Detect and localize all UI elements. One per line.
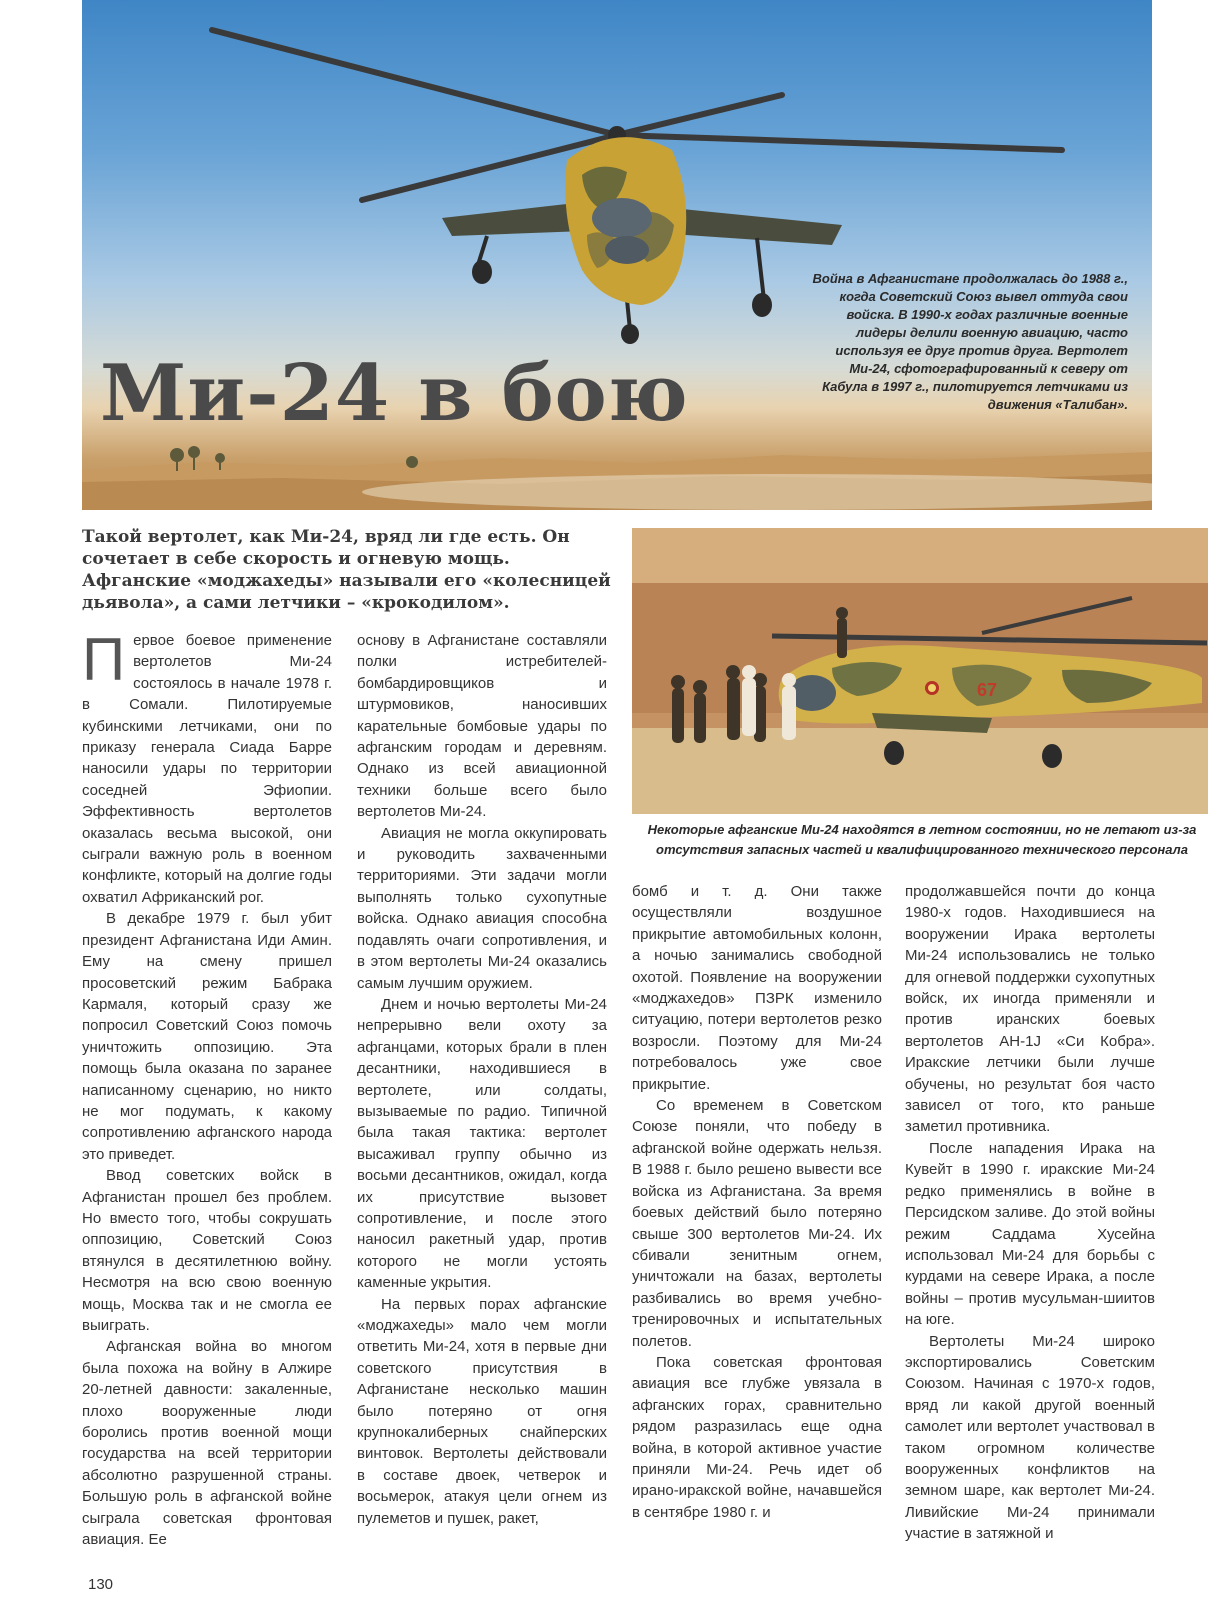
helicopter-scene-illustration — [632, 528, 1208, 814]
article-column-2 — [357, 630, 607, 1529]
paragraph: После нападения Ирака на Кувейт в 1990 г. иракские Ми-24 редко применялись в войне в Персидском заливе. До этой войны режим Саддама Хусейна использовал Ми-24 для борьбы с курдами на севере Ирака, а после войны – против мусульман-шиитов на юге. — [905, 1139, 1155, 1329]
page-number: 130 — [88, 1576, 114, 1593]
hero-photo — [82, 0, 1152, 510]
paragraph: Пока советская фронтовая авиация все глубже увязала в афганских горах, сравнительно рядом разразилась еще одна война, в которой активное участие приняли Ми-24. Речь идет об ирано-иракской войне, начавшейся в сентябре 1980 г. и — [632, 1353, 882, 1521]
paragraph: Авиация не могла оккупировать и руководить захваченными территориями. Эти задачи могли выполнять только сухопутные войска. Однако авиация способна подавлять очаги сопротивления, и в этом вертолеты Ми-24 оказались самым лучшим оружием. — [357, 824, 607, 992]
grounded-helicopter-photo — [632, 528, 1208, 814]
paragraph: Днем и ночью вертолеты Ми-24 непрерывно вели охоту за афганцами, которых брали в плен десантники, находившиеся в вертолете, или солдаты, вызываемые по радио. Типичной была такая тактика: вертолет высаживал группу обычно из восьми десантников, ожидал, когда их присутствие вызовет сопротивление, и после этого наносил ракетный удар, против которого не могли устоять каменные укрытия. — [357, 995, 607, 1292]
paragraph: Афганская война во многом была похожа на войну в Алжире 20-летней давности: закаленные, плохо вооруженные люди боролись против военной мощи государства на всей территории абсолютно разрушенной страны. Большую роль в афганской войне сыграла советская фронтовая авиация. Ее — [82, 1338, 332, 1549]
article-column-4 — [905, 881, 1155, 1545]
article-column-3 — [632, 881, 882, 1523]
paragraph: На первых порах афганские «моджахеды» мало чем могли ответить Ми-24, хотя в первые дни советского присутствия в Афганистане несколько машин было потеряно от огня крупнокалиберных снайперских винтовок. Вертолеты действовали в составе двоек, четверок и восьмерок, атакуя цели огнем из пулеметов и пушек, ракет, — [357, 1295, 607, 1527]
paragraph: В декабре 1979 г. был убит президент Афганистана Иди Амин. Ему на смену пришел просоветский режим Бабрака Кармаля, который сразу же попросил Советский Союз помочь уничтожить оппозицию. Эта помощь была оказана по заранее написанному сценарию, но никто не мог подумать, к какому сопротивлению афганского народа это приведет. — [82, 910, 332, 1163]
paragraph: бомб и т. д. Они также осуществляли воздушное прикрытие автомобильных колонн, а ночью занимались свободной охотой. Появление на вооружении «моджахедов» ПЗРК изменило ситуацию, потери вертолетов резко возросли. Поэтому для Ми-24 потребовалось уже свое прикрытие. — [632, 883, 882, 1093]
hero-caption: Война в Афганистане продолжалась до 1988 г., когда Советский Союз вывел оттуда свои войска. В 1990-х годах различные военные лидеры делили военную авиацию, часто используя ее друг против друга. Вертолет Ми-24, сфотографированный к северу от Кабула в 1997 г., пилотируется летчиками из движения «Талибан». — [812, 271, 1128, 412]
paragraph: Ввод советских войск в Афганистан прошел без проблем. Но вместо того, чтобы сокрушать оппозицию, Советский Союз втянулся в десятилетнюю войну. Несмотря на всю свою военную мощь, Москва так и не смогла ее выиграть. — [82, 1167, 332, 1334]
paragraph: Первое боевое применение вертолетов Ми-24 состоялось в начале 1978 г. в Сомали. Пилотируемые кубинскими летчиками, они по приказу генерала Сиада Барре наносили удары по территории соседней Эфиопии. Эффективность вертолетов оказалась весьма высокой, они сыграли важную роль в военном конфликте, который на долгие годы охватил Африканский рог. — [82, 626, 332, 906]
paragraph: Со временем в Советском Союзе поняли, что победу в афганской войне одержать нельзя. В 1988 г. было решено вывести все войска из Афганистана. За время боевых действий было потеряно свыше 300 вертолетов Ми-24. Их сбивали зенитным огнем, уничтожали на базах, вертолеты разбивались во время учебно-тренировочных и испытательных полетов. — [632, 1097, 882, 1350]
paragraph: продолжавшейся почти до конца 1980-х годов. Находившиеся на вооружении Ирака вертолеты Ми-24 использовались не только для огневой поддержки сухопутных войск, их иногда применяли и против иранских боевых вертолетов АН-1J «Си Кобра». Иракские летчики были лучше обучены, но результат боя часто зависел от того, кто раньше заметил противника. — [905, 883, 1155, 1136]
tail-number: 67 — [977, 680, 998, 700]
paragraph: Вертолеты Ми-24 широко экспортировались Советским Союзом. Начиная с 1970-х годов, вряд ли какой другой военный самолет или вертолет участвовал в таком огромном количестве вооруженных конфликтов на земном шаре, как вертолет Ми-24. Ливийские Ми-24 принимали участие в затяжной и — [905, 1332, 1155, 1543]
drop-cap: П — [82, 626, 126, 693]
article-column-1 — [82, 626, 332, 1550]
lead-paragraph: Такой вертолет, как Ми-24, вряд ли где есть. Он сочетает в себе скорость и огневую мощь. Афганские «моджахеды» называли его «колесницей дьявола», а сами летчики – «крокодилом». — [82, 527, 611, 613]
page-title: Ми-24 в бою — [100, 348, 689, 439]
photo-caption: Некоторые афганские Ми-24 находятся в летном состоянии, но не летают из-за отсутствия запасных частей и квалифицированного технического персонала — [647, 822, 1197, 857]
paragraph: основу в Афганистане составляли полки истребителей-бомбардировщиков и штурмовиков, наносивших карательные бомбовые удары по афганским городам и деревням. Однако из всей авиационной техники больше всего было вертолетов Ми-24. — [357, 632, 607, 821]
